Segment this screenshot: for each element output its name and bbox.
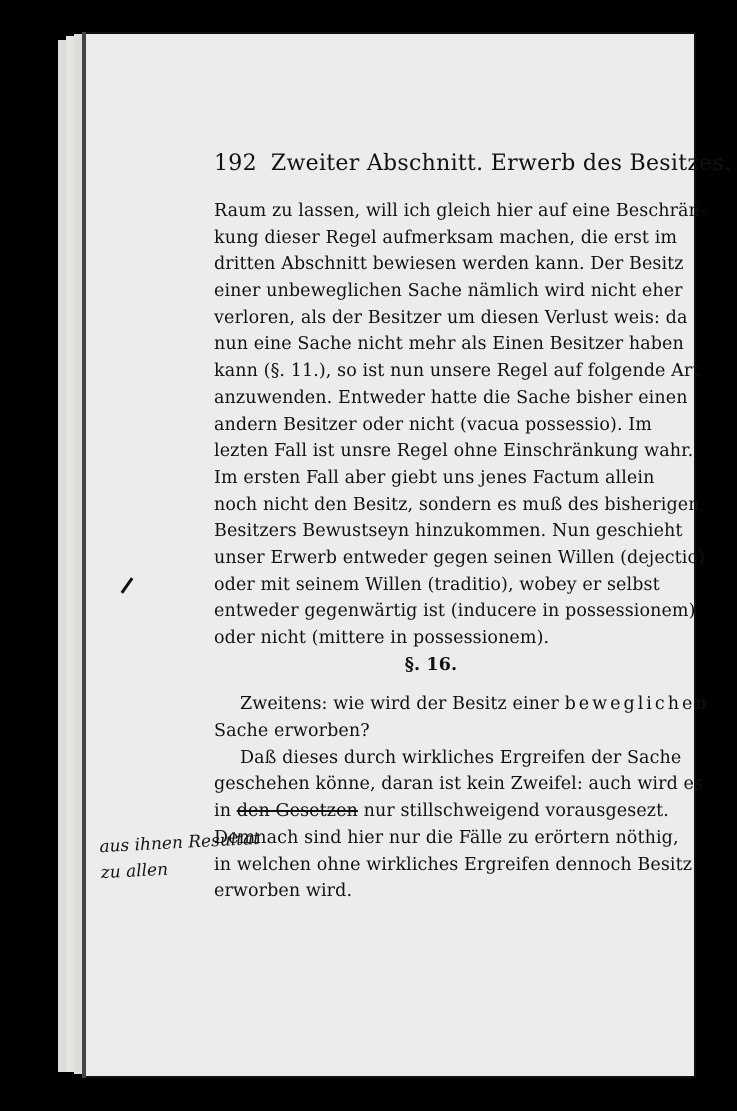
text-line: dritten Abschnitt bewiesen werden kann. Der Besitz: [214, 254, 684, 275]
text-line: kann (§. 11.), so ist nun unsere Regel auf folgende Art: [214, 361, 700, 382]
spaced-emphasis: beweglichen: [564, 694, 710, 715]
text-line: [214, 798, 669, 825]
text-fragment: nur stillschweigend vorausgesezt.: [363, 801, 669, 822]
text-fragment: in: [214, 801, 232, 822]
text-line: lezten Fall ist unsre Regel ohne Einschränkung wahr.: [214, 441, 694, 462]
text-line: Demnach sind hier nur die Fälle zu erörtern nöthig,: [214, 827, 679, 848]
text-line: oder mit seinem Willen (traditio), wobey er selbst: [214, 574, 660, 595]
text-line: Daß dieses durch wirkliches Ergreifen der Sache: [240, 747, 682, 768]
text-line: noch nicht den Besitz, sondern es muß des bisherigen: [214, 494, 700, 515]
margin-note-line: zu allen: [100, 859, 169, 884]
text-line: erworben wird.: [214, 881, 353, 902]
text-line: geschehen könne, daran ist kein Zweifel: auch wird es: [214, 774, 704, 795]
text-line: verloren, als der Besitzer um diesen Verlust weis: da: [214, 307, 688, 328]
paragraph-1: [214, 198, 706, 652]
paragraph-2: [214, 691, 710, 744]
handwritten-margin-note: [99, 826, 262, 886]
text-line: unser Erwerb entweder gegen seinen Willen (dejectio): [214, 547, 706, 568]
text-line: [214, 691, 710, 718]
page-number: 192: [214, 151, 257, 176]
page-binding-shadow: [82, 32, 86, 1078]
section-heading: §. 16.: [404, 654, 458, 675]
text-line: oder nicht (mittere in possessionem).: [214, 628, 550, 648]
text-line: andern Besitzer oder nicht (vacua possessio). Im: [214, 414, 652, 435]
body-text: [214, 198, 710, 905]
running-head-title: Zweiter Abschnitt. Erwerb des Besitzes.: [270, 151, 732, 176]
text-line: entweder gegenwärtig ist (inducere in possessionem): [214, 601, 696, 622]
paragraph-3: [214, 745, 704, 905]
question-prefix: Zweitens: wie wird der Besitz einer: [240, 694, 565, 715]
struck-text: den Gesetzen: [236, 801, 358, 822]
text-line: Sache erworben?: [214, 721, 370, 742]
text-line: Besitzers Bewustseyn hinzukommen. Nun geschieht: [214, 521, 683, 542]
margin-note-line: aus ihnen Resultat: [98, 828, 261, 858]
text-line: anzuwenden. Entweder hatte die Sache bisher einen: [214, 387, 688, 408]
text-line: Raum zu lassen, will ich gleich hier auf eine Beschrän-: [214, 201, 706, 221]
running-head: [214, 151, 732, 176]
text-line: Im ersten Fall aber giebt uns jenes Factum allein: [214, 467, 655, 488]
text-line: einer unbeweglichen Sache nämlich wird nicht eher: [214, 281, 683, 302]
text-line: in welchen ohne wirkliches Ergreifen dennoch Besitz: [214, 854, 693, 875]
text-line: kung dieser Regel aufmerksam machen, die erst im: [214, 227, 678, 248]
spacer: [214, 678, 648, 691]
text-line: nun eine Sache nicht mehr als Einen Besitzer haben: [214, 334, 684, 355]
